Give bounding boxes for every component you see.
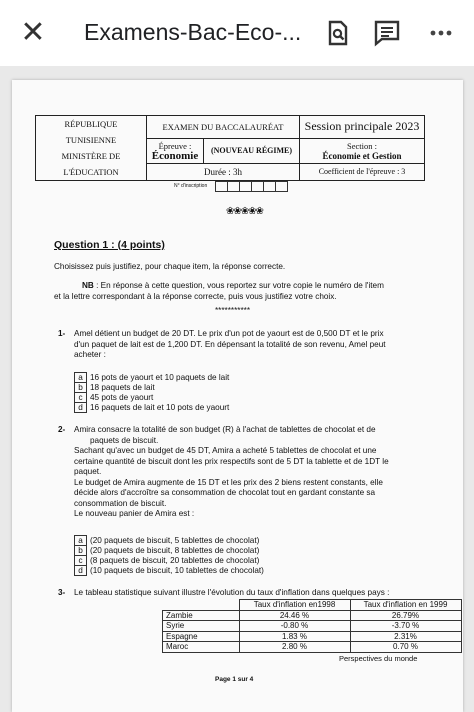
nb-label: NB [82, 281, 94, 290]
option-letter: b [74, 382, 87, 393]
item-number: 3- [58, 588, 66, 597]
country-cell: Maroc [163, 642, 240, 653]
statement-line: paquets de biscuit. [90, 435, 159, 445]
document-page [12, 80, 463, 712]
option-letter: a [74, 535, 87, 546]
rate-1999-cell: 2.31% [350, 631, 461, 642]
inflation-table [162, 599, 462, 653]
option-text: (8 paquets de biscuit, 20 tablettes de chocolat) [90, 556, 260, 565]
more-options-icon[interactable] [426, 18, 456, 48]
statement-line: Amira consacre la totalité de son budget (R) à l'achat de tablettes de chocolat et de [74, 425, 376, 434]
country-cell: Espagne [163, 631, 240, 642]
item-number: 1- [58, 329, 66, 338]
duration-label: Durée : 3h [147, 163, 300, 180]
comment-icon[interactable] [372, 18, 402, 48]
question-title: Question 1 : (4 points) [54, 239, 165, 251]
statement-line: consommation de biscuit. [74, 498, 167, 508]
session-label: Session principale 2023 [300, 116, 425, 139]
table-row [163, 610, 462, 621]
rate-1999-cell: -3.70 % [350, 621, 461, 632]
statement-line: Le budget de Amira augmente de 15 DT et les prix des 2 biens restent constants, elle [74, 477, 383, 487]
separator-stars: *********** [215, 306, 251, 315]
table-row [163, 642, 462, 653]
inscription-box [240, 181, 252, 192]
epreuve-value: Économie [151, 149, 199, 162]
inscription-box [264, 181, 276, 192]
app-bar [0, 0, 474, 66]
inscription-box [252, 181, 264, 192]
table-row [163, 621, 462, 632]
table-source: Perspectives du monde [339, 654, 418, 663]
option-letter: d [74, 402, 87, 413]
exam-title: EXAMEN DU BACCALAURÉAT [147, 116, 300, 139]
country-cell: Syrie [163, 621, 240, 632]
statement-line: Le nouveau panier de Amira est : [74, 509, 195, 518]
item-number: 2- [58, 425, 66, 434]
option-text: (20 paquets de biscuit, 5 tablettes de chocolat) [90, 536, 260, 545]
inscription-boxes [215, 181, 288, 192]
document-title: Examens-Bac-Eco-... [84, 19, 302, 45]
statement-line: paquet. [74, 467, 102, 476]
section-value: Économie et Gestion [322, 150, 402, 161]
inscription-box [276, 181, 288, 192]
item2-statement [74, 425, 389, 520]
page-number: Page 1 sur 4 [215, 676, 254, 683]
document-search-icon[interactable] [323, 18, 353, 48]
exam-header-table [35, 115, 425, 181]
table-header-1999: Taux d'inflation en 1999 [350, 600, 461, 611]
item2-option-d [74, 565, 264, 576]
inscription-box [228, 181, 240, 192]
table-corner-cell [163, 600, 240, 611]
statement-line: Sachant qu'avec un budget de 45 DT, Amira a acheté 5 tablettes de chocolat et une [74, 446, 377, 455]
option-text: 16 paquets de lait et 10 pots de yaourt [90, 403, 230, 412]
ministry-label: MINISTÈRE DE L'ÉDUCATION [61, 151, 121, 177]
statement-line: d'un paquet de lait est de 1,200 DT. En dépensant la totalité de son revenu, Amel peut [74, 339, 386, 349]
inscription-box [215, 181, 228, 192]
rate-1998-cell: 1.83 % [239, 631, 350, 642]
rate-1999-cell: 26.79% [350, 610, 461, 621]
option-letter: c [74, 392, 87, 403]
option-letter: b [74, 545, 87, 556]
option-letter: c [74, 555, 87, 566]
table-row [163, 631, 462, 642]
rate-1998-cell: 24.46 % [239, 610, 350, 621]
statement-line: acheter : [74, 350, 106, 359]
country-label: RÉPUBLIQUE TUNISIENNE [64, 119, 118, 145]
table-header-row [163, 600, 462, 611]
table-header-1998: Taux d'inflation en1998 [239, 600, 350, 611]
option-letter: d [74, 565, 87, 576]
rate-1999-cell: 0.70 % [350, 642, 461, 653]
option-text: 18 paquets de lait [90, 383, 155, 392]
option-text: (20 paquets de biscuit, 8 tablettes de chocolat) [90, 546, 260, 555]
option-letter: a [74, 372, 87, 383]
coefficient-label: Coefficient de l'épreuve : 3 [300, 163, 425, 180]
epreuve-label: Épreuve : [158, 140, 192, 151]
question-instruction: Choisissez puis justifiez, pour chaque item, la réponse correcte. [54, 262, 286, 271]
item1-statement [74, 329, 386, 361]
inscription-label: N° d'inscription [174, 183, 208, 189]
statement-line: décide alors d'accroître sa consommation de chocolat tout en gardant constante sa [74, 488, 376, 497]
close-icon[interactable]: ✕ [20, 16, 46, 49]
ornament-decoration: ❀❀❀❀❀ [226, 206, 263, 217]
country-cell: Zambie [163, 610, 240, 621]
option-text: 45 pots de yaourt [90, 393, 154, 402]
rate-1998-cell: -0.80 % [239, 621, 350, 632]
option-text: 16 pots de yaourt et 10 paquets de lait [90, 373, 230, 382]
rate-1998-cell: 2.80 % [239, 642, 350, 653]
option-text: (10 paquets de biscuit, 10 tablettes de chocolat) [90, 566, 264, 575]
regime-label: (NOUVEAU RÉGIME) [204, 138, 300, 163]
statement-line: certaine quantité de biscuit dont les prix respectifs sont de 5 DT la tablette et de 1DT le [74, 456, 389, 466]
nb-note-line2: et la lettre correspondant à la réponse correcte, puis vous justifiez votre choix. [54, 292, 337, 301]
nb-note [82, 281, 384, 292]
item3-statement: Le tableau statistique suivant illustre l'évolution du taux d'inflation dans quelques pays : [74, 588, 390, 597]
nb-text: : En réponse à cette question, vous reportez sur votre copie le numéro de l'item [93, 281, 384, 290]
item1-option-d [74, 402, 229, 413]
statement-line: Amel détient un budget de 20 DT. Le prix d'un pot de yaourt est de 0,500 DT et le prix [74, 329, 384, 338]
section-label: Section : [347, 140, 377, 151]
